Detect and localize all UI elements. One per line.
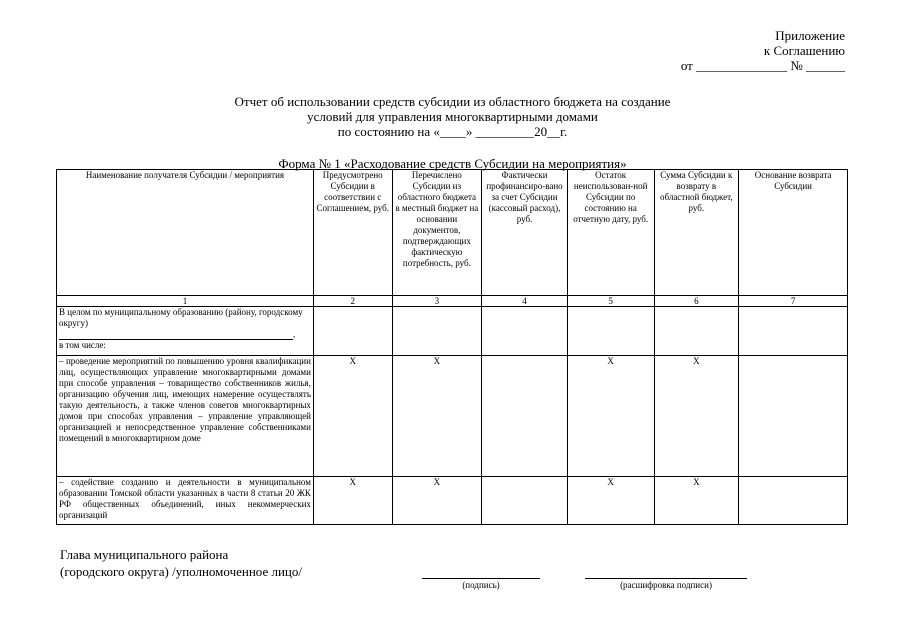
total-row-blank bbox=[59, 329, 311, 340]
signatory-line-2: (городского округа) /уполномоченное лицо/ bbox=[60, 564, 302, 579]
total-row-comma: , bbox=[293, 329, 296, 339]
form-title: Форма № 1 «Расходование средств Субсидии на мероприятия» bbox=[278, 156, 627, 171]
header-transferred: Перечислено Субсидии из областного бюджета в местный бюджет на основании документов, подтверждающих фактическую потребность, руб. bbox=[392, 170, 482, 296]
header-remainder: Остаток неиспользован-ной Субсидии по состоянию на отчетную дату, руб. bbox=[567, 170, 654, 296]
subsidy-table bbox=[56, 169, 848, 525]
header-refund: Сумма Субсидии к возврату в областной бюджет, руб. bbox=[654, 170, 739, 296]
table-cell bbox=[739, 307, 848, 356]
header-name: Наименование получателя Субсидии / мероприятия bbox=[57, 170, 314, 296]
activity-name-cell: – проведение мероприятий по повышению уровня квалификации лиц, осуществляющих управление многоквартирными домами при способе управления – товарищество собственников жилья, организацию обучения лиц, имеющих намерение осуществлять такую деятельность, а также членов советов многоквартирных домов при способах управления – управление управляющей организацией и непосредственное управление собственниками помещений в многоквартирном доме bbox=[57, 356, 314, 477]
table-cell bbox=[392, 307, 482, 356]
appendix-agreement: к Соглашению bbox=[763, 43, 845, 58]
column-number: 2 bbox=[313, 296, 392, 307]
table-cell bbox=[654, 307, 739, 356]
table-cell: Х bbox=[392, 356, 482, 477]
signature-caption: (подпись) bbox=[462, 580, 500, 590]
header-refund-basis: Основание возврата Субсидии bbox=[739, 170, 848, 296]
table-cell bbox=[482, 477, 568, 525]
signature-decode-line bbox=[585, 578, 747, 579]
column-number: 7 bbox=[739, 296, 848, 307]
total-row-including: в том числе: bbox=[59, 340, 106, 350]
column-number: 6 bbox=[654, 296, 739, 307]
table-cell: Х bbox=[654, 477, 739, 525]
table-cell bbox=[313, 307, 392, 356]
table-cell: Х bbox=[313, 477, 392, 525]
appendix-title: Приложение bbox=[775, 28, 845, 43]
column-number: 1 bbox=[57, 296, 314, 307]
table-cell: Х bbox=[654, 356, 739, 477]
signature-line bbox=[422, 578, 540, 579]
table-row bbox=[57, 356, 848, 477]
header-financed: Фактически профинансиро-вано за счет Субсидии (кассовый расход), руб. bbox=[482, 170, 568, 296]
column-number-row bbox=[57, 296, 848, 307]
table-cell bbox=[739, 477, 848, 525]
table-cell bbox=[482, 307, 568, 356]
appendix-block bbox=[681, 28, 845, 73]
total-name-cell bbox=[57, 307, 314, 356]
appendix-date-number: от ______________ № ______ bbox=[680, 58, 845, 73]
report-title-line-3: по состоянию на «____» _________20__г. bbox=[337, 124, 568, 139]
column-number: 3 bbox=[392, 296, 482, 307]
total-row-label: В целом по муниципальному образованию (району, городскому округу) bbox=[59, 307, 303, 328]
blank-line bbox=[59, 329, 296, 340]
column-number: 5 bbox=[567, 296, 654, 307]
report-title bbox=[0, 94, 905, 139]
table-cell: Х bbox=[313, 356, 392, 477]
column-number: 4 bbox=[482, 296, 568, 307]
activity-name-cell: – содействие созданию и деятельности в муниципальном образовании Томской области указанных в части 8 статьи 20 ЖК РФ общественных объединений, иных некоммерческих организаций bbox=[57, 477, 314, 525]
table-row-total bbox=[57, 307, 848, 356]
table-cell bbox=[482, 356, 568, 477]
table-cell: Х bbox=[392, 477, 482, 525]
signature-decode-caption: (расшифровка подписи) bbox=[620, 580, 712, 590]
table-cell: Х bbox=[567, 356, 654, 477]
report-title-line-1: Отчет об использовании средств субсидии из областного бюджета на создание bbox=[234, 94, 671, 109]
signatory-line-1: Глава муниципального района bbox=[60, 547, 229, 562]
table-header-row bbox=[57, 170, 848, 296]
table-row bbox=[57, 477, 848, 525]
table-cell bbox=[567, 307, 654, 356]
header-planned: Предусмотрено Субсидии в соответствии с Соглашением, руб. bbox=[313, 170, 392, 296]
report-title-line-2: условий для управления многоквартирными домами bbox=[307, 109, 598, 124]
table-cell: Х bbox=[567, 477, 654, 525]
table-cell bbox=[739, 356, 848, 477]
signatory-block bbox=[60, 546, 302, 580]
